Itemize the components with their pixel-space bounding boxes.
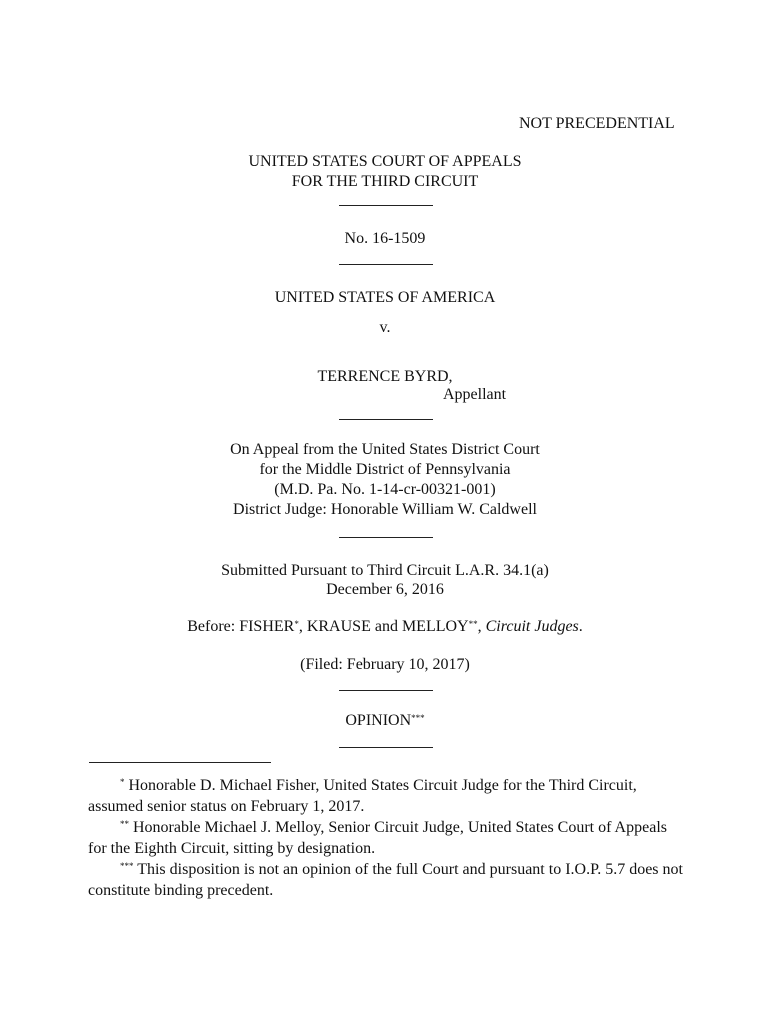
circuit-judges-title: Circuit Judges (485, 618, 579, 635)
submission-line: Submitted Pursuant to Third Circuit L.A.R. 34.1(a) (221, 562, 549, 579)
submission-date: December 6, 2016 (326, 581, 444, 598)
filed-date: (Filed: February 10, 2017) (300, 656, 470, 673)
circuit-name: FOR THE THIRD CIRCUIT (291, 173, 479, 190)
footnote: *** This disposition is not an opinion of the full Court and pursuant to I.O.P. 5.7 does not constitute binding precedent. (88, 861, 683, 899)
case-number: No. 16-1509 (344, 230, 426, 247)
defendant-name: TERRENCE BYRD, (317, 368, 453, 385)
divider (339, 690, 433, 691)
appeal-line-1: On Appeal from the United States District Court (230, 441, 540, 458)
divider (339, 205, 433, 206)
court-name: UNITED STATES COURT OF APPEALS (248, 153, 522, 170)
footnote: ** Honorable Michael J. Melloy, Senior Circuit Judge, United States Court of Appeals for the Eighth Circuit, sitting by designation. (88, 819, 667, 857)
precedential-label: NOT PRECEDENTIAL (519, 115, 675, 132)
divider (339, 747, 433, 748)
versus-label: v. (379, 319, 391, 336)
divider (339, 537, 433, 538)
opinion-heading: OPINION*** (345, 712, 425, 729)
appeal-line-2: for the Middle District of Pennsylvania (259, 461, 511, 478)
district-judge: District Judge: Honorable William W. Caldwell (233, 501, 537, 518)
panel-line: Before: FISHER*, KRAUSE and MELLOY**, Circuit Judges. (187, 618, 583, 635)
footnote-mark: *** (411, 713, 425, 723)
appeal-line-3: (M.D. Pa. No. 1-14-cr-00321-001) (274, 481, 496, 498)
footnote-mark: * (294, 619, 299, 629)
footnote-mark: ** (468, 619, 478, 629)
footnote: * Honorable D. Michael Fisher, United States Circuit Judge for the Third Circuit, assumed senior status on February 1, 2017. (88, 777, 637, 815)
divider (339, 264, 433, 265)
plaintiff-name: UNITED STATES OF AMERICA (274, 289, 496, 306)
divider (339, 419, 433, 420)
footnote-separator (89, 762, 271, 763)
appellant-label: Appellant (443, 386, 507, 403)
